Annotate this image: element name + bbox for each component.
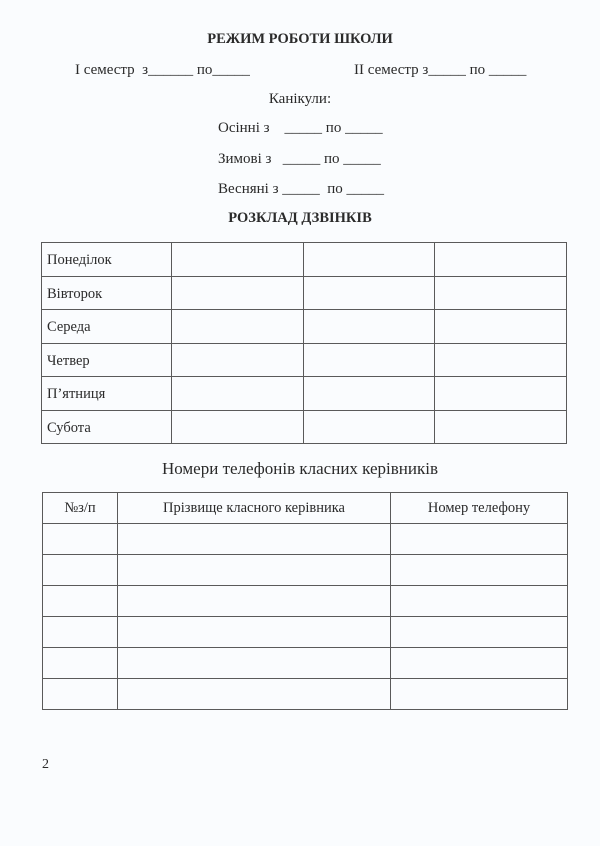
bell-schedule-table <box>41 242 567 444</box>
semester-2-from-field[interactable]: _____ <box>428 62 466 78</box>
schedule-cell[interactable] <box>172 410 304 444</box>
semester-1-from-field[interactable]: ______ <box>148 62 194 78</box>
holidays-title: Канікули: <box>268 91 332 107</box>
surname-cell[interactable] <box>118 586 391 617</box>
number-cell[interactable] <box>43 679 118 710</box>
school-schedule-title: РЕЖИМ РОБОТИ ШКОЛИ <box>207 31 393 47</box>
number-cell[interactable] <box>43 586 118 617</box>
table-row <box>43 555 568 586</box>
schedule-cell[interactable] <box>172 243 304 277</box>
table-header-row <box>43 493 568 524</box>
schedule-cell[interactable] <box>304 310 435 344</box>
phone-cell[interactable] <box>391 648 568 679</box>
schedule-cell[interactable] <box>435 276 567 310</box>
phones-title: Номери телефонів класних керівників <box>161 459 439 478</box>
phone-cell[interactable] <box>391 555 568 586</box>
table-row <box>43 617 568 648</box>
semester-2-label: ІІ семестр з <box>354 62 429 78</box>
schedule-cell[interactable] <box>304 276 435 310</box>
table-row <box>42 377 567 411</box>
semester-1-to-label: по <box>193 62 213 78</box>
table-row <box>42 310 567 344</box>
semester-1-line <box>75 62 250 79</box>
table-row <box>43 648 568 679</box>
holiday-spring-line[interactable]: Весняні з _____ по _____ <box>218 181 385 197</box>
number-cell[interactable] <box>43 648 118 679</box>
schedule-cell[interactable] <box>172 276 304 310</box>
page-number: 2 <box>42 757 49 772</box>
schedule-cell[interactable] <box>304 410 435 444</box>
day-cell: Вівторок <box>42 276 172 310</box>
day-cell: Четвер <box>42 343 172 377</box>
semester-1-label: І семестр з <box>75 62 149 78</box>
surname-cell[interactable] <box>118 524 391 555</box>
schedule-cell[interactable] <box>435 310 567 344</box>
holiday-autumn-line[interactable]: Осінні з _____ по _____ <box>218 120 383 136</box>
day-cell: Середа <box>42 310 172 344</box>
schedule-cell[interactable] <box>172 377 304 411</box>
semester-1-to-field[interactable]: _____ <box>212 62 250 78</box>
header-teacher-surname: Прізвище класного керівника <box>118 493 391 524</box>
table-row <box>42 343 567 377</box>
class-teachers-phones-table <box>42 492 568 710</box>
day-cell: П’ятниця <box>42 377 172 411</box>
schedule-cell[interactable] <box>435 410 567 444</box>
header-phone-number: Номер телефону <box>391 493 568 524</box>
schedule-cell[interactable] <box>304 377 435 411</box>
phone-cell[interactable] <box>391 679 568 710</box>
bell-schedule-title: РОЗКЛАД ДЗВІНКІВ <box>228 210 372 226</box>
schedule-cell[interactable] <box>435 243 567 277</box>
day-cell: Субота <box>42 410 172 444</box>
phone-cell[interactable] <box>391 617 568 648</box>
surname-cell[interactable] <box>118 617 391 648</box>
table-row <box>43 586 568 617</box>
surname-cell[interactable] <box>118 679 391 710</box>
table-row <box>42 243 567 277</box>
semester-2-line <box>354 62 526 79</box>
table-row <box>43 679 568 710</box>
day-cell: Понеділок <box>42 243 172 277</box>
surname-cell[interactable] <box>118 648 391 679</box>
table-row <box>43 524 568 555</box>
schedule-cell[interactable] <box>172 310 304 344</box>
schedule-cell[interactable] <box>172 343 304 377</box>
semester-2-to-field[interactable]: _____ <box>488 62 527 78</box>
table-row <box>42 410 567 444</box>
schedule-cell[interactable] <box>304 343 435 377</box>
header-number: №з/п <box>43 493 118 524</box>
number-cell[interactable] <box>43 617 118 648</box>
schedule-cell[interactable] <box>435 343 567 377</box>
schedule-cell[interactable] <box>435 377 567 411</box>
phone-cell[interactable] <box>391 586 568 617</box>
phone-cell[interactable] <box>391 524 568 555</box>
semester-2-to-label: по <box>465 62 489 78</box>
schedule-cell[interactable] <box>304 243 435 277</box>
surname-cell[interactable] <box>118 555 391 586</box>
table-row <box>42 276 567 310</box>
holiday-winter-line[interactable]: Зимові з _____ по _____ <box>218 151 381 167</box>
number-cell[interactable] <box>43 555 118 586</box>
number-cell[interactable] <box>43 524 118 555</box>
